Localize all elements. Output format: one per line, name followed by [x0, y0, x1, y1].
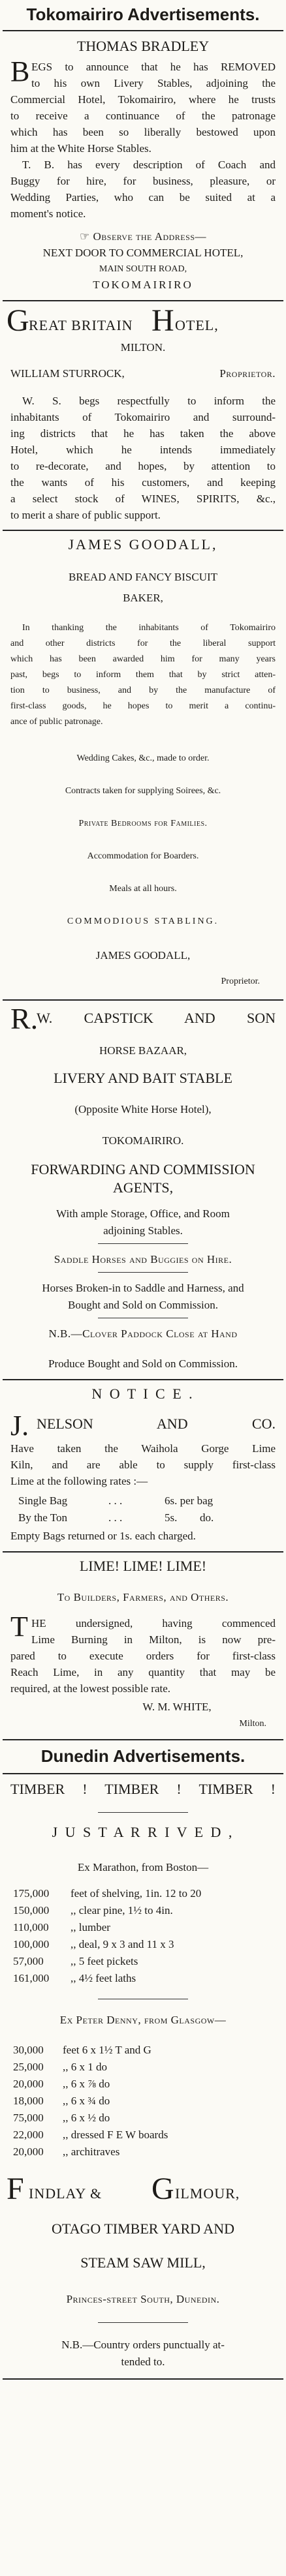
- short-divider: [98, 1243, 188, 1244]
- divider: [3, 300, 283, 301]
- divider: [3, 2378, 283, 2380]
- timber-row: 57,000 ,, 5 feet pickets: [13, 1955, 138, 1967]
- divider: [3, 1551, 283, 1553]
- price-row: Single Bag . . . 6s. per bag: [18, 1494, 214, 1507]
- timber-row: 20,000 ,, 6 x ⅞ do: [13, 2078, 110, 2090]
- short-divider: [98, 1272, 188, 1273]
- section-heading-dunedin: Dunedin Advertisements.: [40, 1746, 246, 1766]
- timber-row: 161,000 ,, 4½ feet laths: [13, 1972, 136, 1984]
- timber-row: 20,000 ,, architraves: [13, 2145, 120, 2158]
- divider: [3, 1379, 283, 1380]
- pointing-hand-icon: ☞: [79, 230, 93, 243]
- advertiser-name: THOMAS BRADLEY: [76, 38, 210, 54]
- short-divider: [98, 1812, 188, 1813]
- timber-row: 25,000 ,, 6 x 1 do: [13, 2061, 107, 2073]
- timber-row: 30,000 feet 6 x 1½ T and G: [13, 2044, 151, 2056]
- divider: [3, 530, 283, 531]
- divider: [3, 1739, 283, 1740]
- drop-cap: B: [10, 55, 30, 87]
- divider: [3, 1773, 283, 1774]
- timber-row: 150,000 ,, clear pine, 1½ to 4in.: [13, 1904, 173, 1917]
- price-row: By the Ton . . . 5s. do.: [18, 1511, 214, 1524]
- advertiser-name: JAMES GOODALL,: [68, 536, 218, 553]
- firm-heading: F INDLAY & G ILMOUR,: [7, 2172, 240, 2206]
- hotel-heading: G REAT BRITAIN H OTEL,: [7, 303, 219, 338]
- timber-row: 18,000 ,, 6 x ¾ do: [13, 2095, 110, 2107]
- timber-row: 100,000 ,, deal, 9 x 3 and 11 x 3: [13, 1938, 174, 1950]
- section-heading-tokomairiro: Tokomairiro Advertisements.: [26, 5, 260, 24]
- newspaper-page: Tokomairiro Advertisements. THOMAS BRADLEY B EGS to announce that he has REMOVED to his own Livery Stables, adjoining the Commercial Hotel, Tokomairiro, where he trusts to receive a continuance of the patronage which has been so liberally bestowed upon him at the White Horse Stables. T. B. has every description of Coach and Buggy for hire, for business, pleasure, or Wedding Parties, who can be suited at a moment's notice. ☞ Observe the Address— NEXT DOOR TO COMMERCIAL HOTEL, MAIN SOUTH ROAD, TOKOMAIRIRO G REAT BRITAIN H OTEL, MILTON. WILLIAM STURROCK, Proprietor. W. S. begs respectfully to inform the inhabitants of Tokomairiro and surround- ing districts that he has taken the above Hotel, which he intends immediately to re-decorate, and hopes, by attention to the wants of his customers, and keeping a select stock of WINES, SPIRITS, &c., to merit a share of public support. JAMES GOODALL, BREAD AND FANCY BISCUIT BAKER, In thanking the inhabitants of Tokomairiro and other districts for the liberal support which has been awarded him for many years past, begs to inform them that by strict atten- tion to business, and by the manufacture of first-class goods, he hopes to merit a continu- ance of public patronage. Wedding Cakes, &c., made to order. Contracts taken for supplying Soirees, &c. Private Bedrooms for Families. Accommodation for Boarders. Meals at all hours. COMMODIOUS STABLING. JAMES GOODALL, Proprietor. R. W. CAPSTICK AND SON HORSE BAZAAR, LIVERY AND BAIT STABLE (Opposite White Horse Hotel), TOKOMAIRIRO. FORWARDING AND COMMISSION AGENTS, With ample Storage, Office, and Room adjoining Stables. Saddle Horses and Buggies on Hire. Horses Broken-in to Saddle and Harness, and Bought and Sold on Commission. N.B.—Clover Paddock Close at Hand Produce Bought and Sold on Commission. N O T I C E . J. NELSON AND CO. Have taken the Waihola Gorge Lime Kiln, and are able to supply first-class Lime at the following rates :— Single Bag . . . 6s. per bag By the Ton . . . 5s. do. Empty Bags returned or 1s. each charged. LIME! LIME! LIME! To Builders, Farmers, and Others. T HE undersigned, having commenced Lime Burning in Milton, is now pre- pared to execute orders for first-class Reach Lime, in any quantity that may be required, at the lowest possible rate. W. M. WHITE, Milton. Dunedin Advertisements. TIMBER ! TIMBER ! TIMBER ! J U S T A R R I V E D , Ex Marathon, from Boston— 175,000 feet of shelving, 1in. 12 to 20 150,000 ,, clear pine, 1½ to 4in. 110,000 ,, lumber 100,000 ,, deal, 9 x 3 and 11 x 3 57,000 ,, 5 feet pickets 161,000 ,, 4½ feet laths Ex Peter Denny, from Glasgow— 30,000 feet 6 x 1½ T and G 25,000 ,, 6 x 1 do 20,000 ,, 6 x ⅞ do 18,000 ,, 6 x ¾ do 75,000 ,, 6 x ½ do 22,000 ,, dressed F E W boards 20,000 ,, architraves F INDLAY & G ILMOUR, OTAGO TIMBER YARD AND STEAM SAW MILL, Princes-street South, Dunedin. N.B.—Country orders punctually at- tended to.: [0, 0, 286, 2576]
- timber-row: 175,000 feet of shelving, 1in. 12 to 20: [13, 1887, 202, 1900]
- divider: [3, 999, 283, 1001]
- address-note: ☞ Observe the Address—: [79, 230, 206, 243]
- timber-row: 110,000 ,, lumber: [13, 1921, 110, 1933]
- short-divider: [98, 2322, 188, 2323]
- timber-row: 75,000 ,, 6 x ½ do: [13, 2112, 110, 2124]
- divider: [3, 30, 283, 31]
- proprietor-line: WILLIAM STURROCK, Proprietor.: [10, 367, 276, 380]
- timber-row: 22,000 ,, dressed F E W boards: [13, 2129, 168, 2141]
